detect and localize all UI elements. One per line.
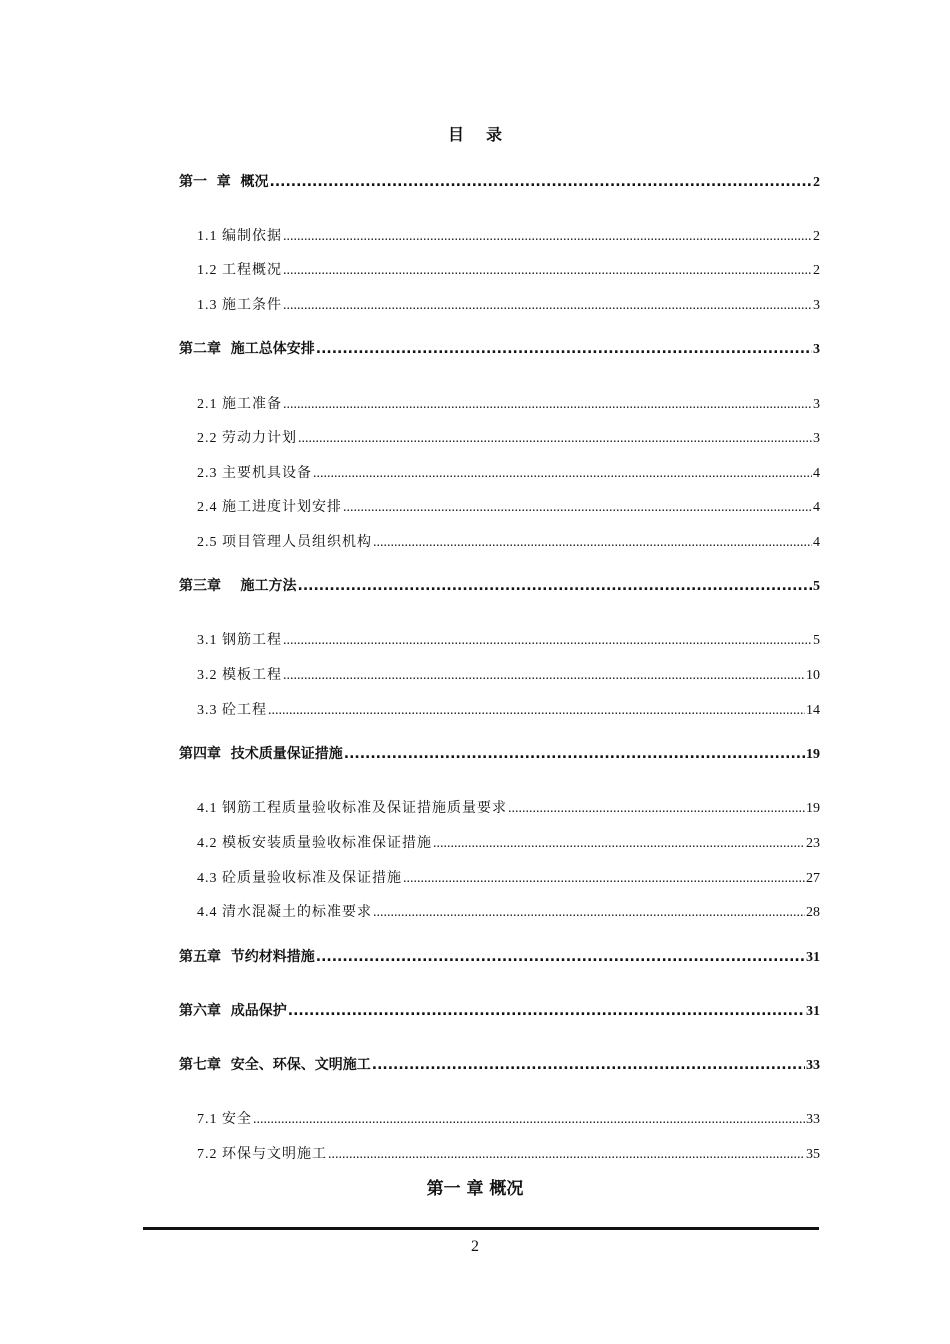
- toc-section-7-1[interactable]: [197, 1108, 820, 1128]
- toc-entry-page: 4: [813, 500, 820, 515]
- toc-entry-page: 2: [813, 263, 820, 278]
- toc-chapter-5[interactable]: [179, 946, 820, 966]
- toc-entry-label: 4.1 钢筋工程质量验收标准及保证措施质量要求: [197, 801, 507, 816]
- toc-entry-page: 3: [813, 431, 820, 446]
- toc-section-1-3[interactable]: [197, 294, 820, 314]
- dot-leader: [373, 535, 812, 551]
- toc-section-7-2[interactable]: [197, 1143, 820, 1163]
- toc-entry-label: 4.2 模板安装质量验收标准保证措施: [197, 836, 432, 851]
- toc-entry-label: 4.4 清水混凝土的标准要求: [197, 905, 372, 920]
- toc-entry-label: 第七章 安全、环保、文明施工: [179, 1057, 371, 1073]
- toc-entry-label: 2.3 主要机具设备: [197, 466, 312, 481]
- toc-entry-label: 第四章 技术质量保证措施: [179, 746, 343, 762]
- toc-entry-label: 第三章 施工方法: [179, 578, 297, 594]
- toc-entry-label: 2.5 项目管理人员组织机构: [197, 535, 372, 550]
- dot-leader: [372, 1057, 805, 1073]
- dot-leader: [283, 298, 812, 314]
- toc-entry-label: 1.1 编制依据: [197, 229, 282, 244]
- toc-entry-page: 4: [813, 466, 820, 481]
- toc-title-left: 目: [447, 125, 464, 144]
- dot-leader: [316, 341, 812, 357]
- toc-section-4-2[interactable]: [197, 832, 820, 852]
- page-number: 2: [471, 1238, 479, 1255]
- toc-section-2-3[interactable]: [197, 462, 820, 482]
- toc-section-1-2[interactable]: [197, 259, 820, 279]
- dot-leader: [283, 397, 812, 413]
- dot-leader: [508, 801, 805, 817]
- toc-entry-page: 10: [806, 668, 820, 683]
- dot-leader: [283, 263, 812, 279]
- dot-leader: [283, 633, 812, 649]
- toc-entry-page: 19: [806, 747, 820, 762]
- dot-leader: [433, 836, 805, 852]
- toc-entry-label: 第二章 施工总体安排: [179, 341, 315, 357]
- toc-title: [0, 122, 950, 145]
- toc-entry-label: 7.2 环保与文明施工: [197, 1147, 327, 1162]
- toc-entry-label: 1.3 施工条件: [197, 298, 282, 313]
- toc-entry-label: 7.1 安全: [197, 1112, 252, 1127]
- toc-section-1-1[interactable]: [197, 225, 820, 245]
- toc-section-3-1[interactable]: [197, 629, 820, 649]
- toc-entry-label: 3.3 砼工程: [197, 703, 267, 718]
- toc-entry-page: 14: [806, 703, 820, 718]
- dot-leader: [373, 905, 805, 921]
- toc-entry-page: 3: [813, 342, 820, 357]
- dot-leader: [253, 1112, 805, 1128]
- toc-entry-label: 3.1 钢筋工程: [197, 633, 282, 648]
- toc-entry-label: 第六章 成品保护: [179, 1003, 287, 1019]
- toc-entry-page: 28: [806, 905, 820, 920]
- dot-leader: [283, 229, 812, 245]
- toc-entry-page: 19: [806, 801, 820, 816]
- dot-leader: [298, 431, 812, 447]
- toc-entry-label: 2.1 施工准备: [197, 397, 282, 412]
- toc-section-3-3[interactable]: [197, 699, 820, 719]
- toc-entry-page: 2: [813, 229, 820, 244]
- toc-entry-label: 2.4 施工进度计划安排: [197, 500, 342, 515]
- toc-entry-page: 33: [806, 1112, 820, 1127]
- toc-chapter-3[interactable]: [179, 575, 820, 595]
- toc-chapter-1[interactable]: [179, 171, 820, 191]
- footer-rule: [143, 1227, 819, 1230]
- toc-section-2-1[interactable]: [197, 393, 820, 413]
- dot-leader: [316, 949, 805, 965]
- toc-chapter-4[interactable]: [179, 743, 820, 763]
- toc-title-right: 录: [486, 125, 503, 144]
- dot-leader: [283, 668, 805, 684]
- dot-leader: [270, 174, 813, 190]
- toc-chapter-2[interactable]: [179, 338, 820, 358]
- toc-entry-page: 27: [806, 871, 820, 886]
- toc-entry-page: 31: [806, 950, 820, 965]
- toc-entry-page: 35: [806, 1147, 820, 1162]
- toc-entry-label: 3.2 模板工程: [197, 668, 282, 683]
- dot-leader: [288, 1003, 805, 1019]
- toc-entry-page: 5: [813, 633, 820, 648]
- dot-leader: [403, 871, 805, 887]
- toc-entry-page: 23: [806, 836, 820, 851]
- toc-section-4-4[interactable]: [197, 901, 820, 921]
- toc-chapter-6[interactable]: [179, 1000, 820, 1020]
- toc-entry-label: 4.3 砼质量验收标准及保证措施: [197, 871, 402, 886]
- toc-entry-page: 3: [813, 397, 820, 412]
- dot-leader: [313, 466, 812, 482]
- toc-entry-page: 2: [813, 175, 820, 190]
- toc-entry-label: 第一 章 概况: [179, 174, 269, 190]
- chapter-heading: 第一 章 概况: [426, 1179, 524, 1199]
- toc-entry-page: 31: [806, 1004, 820, 1019]
- toc-entry-label: 2.2 劳动力计划: [197, 431, 297, 446]
- toc-section-3-2[interactable]: [197, 664, 820, 684]
- toc-entry-page: 4: [813, 535, 820, 550]
- dot-leader: [344, 746, 805, 762]
- dot-leader: [298, 578, 813, 594]
- toc-entry-label: 第五章 节约材料措施: [179, 949, 315, 965]
- dot-leader: [328, 1147, 805, 1163]
- dot-leader: [268, 703, 805, 719]
- toc-section-2-5[interactable]: [197, 531, 820, 551]
- toc-section-4-1[interactable]: [197, 797, 820, 817]
- toc-entry-page: 3: [813, 298, 820, 313]
- toc-section-2-2[interactable]: [197, 427, 820, 447]
- dot-leader: [343, 500, 812, 516]
- toc-entry-page: 33: [806, 1058, 820, 1073]
- toc-entry-label: 1.2 工程概况: [197, 263, 282, 278]
- toc-section-2-4[interactable]: [197, 496, 820, 516]
- toc-section-4-3[interactable]: [197, 867, 820, 887]
- toc-chapter-7[interactable]: [179, 1054, 820, 1074]
- toc-entry-page: 5: [813, 579, 820, 594]
